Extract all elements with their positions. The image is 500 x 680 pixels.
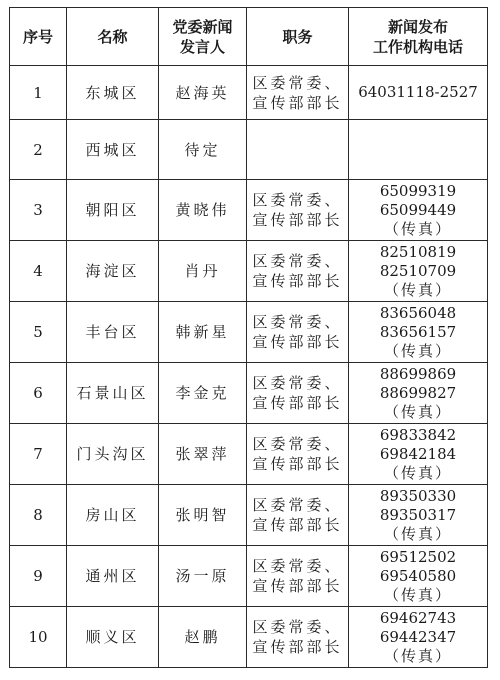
table-row	[10, 241, 488, 302]
row-phone-line2: 83656157	[379, 322, 457, 341]
row-title-line1: 区委常委、	[252, 618, 343, 636]
row-speaker: 待定	[159, 120, 247, 180]
row-phone-line1: 88699869	[379, 364, 457, 383]
row-speaker: 肖丹	[159, 241, 247, 302]
row-phone-line1: 69462743	[379, 608, 457, 627]
row-title-line1: 区委常委、	[252, 496, 343, 514]
row-title-line1: 区委常委、	[252, 252, 343, 270]
row-district: 房山区	[67, 485, 159, 546]
row-district: 通州区	[67, 546, 159, 607]
header-speaker-line2: 发言人	[179, 37, 225, 56]
row-title-line2: 宣传部部长	[252, 455, 343, 473]
row-index: 1	[10, 66, 67, 120]
row-title	[247, 66, 349, 120]
row-index: 6	[10, 363, 67, 424]
row-title-line1: 区委常委、	[252, 313, 343, 331]
row-index: 3	[10, 180, 67, 241]
header-phone	[349, 8, 488, 66]
row-phone-line1: 69833842	[379, 425, 457, 444]
row-phone-line2: 88699827	[379, 383, 457, 402]
table-row	[10, 66, 488, 120]
row-phone-line1: 82510819	[379, 242, 457, 261]
row-index: 8	[10, 485, 67, 546]
row-district: 丰台区	[67, 302, 159, 363]
row-district: 朝阳区	[67, 180, 159, 241]
row-fax-label: （传真）	[383, 585, 452, 604]
header-speaker-line1: 党委新闻	[172, 17, 233, 36]
row-phone-line2: 82510709	[379, 261, 457, 280]
row-speaker: 赵鹏	[159, 607, 247, 668]
row-title-line2: 宣传部部长	[252, 516, 343, 534]
row-fax-label: （传真）	[383, 463, 452, 482]
row-fax-label: （传真）	[383, 646, 452, 665]
table-row	[10, 363, 488, 424]
row-phone	[349, 485, 488, 546]
row-phone-line1: 89350330	[379, 486, 457, 505]
row-title-line1: 区委常委、	[252, 435, 343, 453]
header-phone-line1: 新闻发布	[387, 17, 448, 36]
row-phone-line1: 69512502	[379, 547, 457, 566]
row-phone-line2: 65099449	[379, 200, 457, 219]
row-district: 西城区	[67, 120, 159, 180]
row-phone-line2: 89350317	[379, 505, 457, 524]
row-phone-line2: 69842184	[379, 444, 457, 463]
row-title	[247, 302, 349, 363]
row-phone	[349, 66, 488, 120]
row-title	[247, 120, 349, 180]
row-title	[247, 546, 349, 607]
row-phone	[349, 302, 488, 363]
row-speaker: 张翠萍	[159, 424, 247, 485]
row-title-line1: 区委常委、	[252, 374, 343, 392]
row-index: 7	[10, 424, 67, 485]
table-row	[10, 424, 488, 485]
row-fax-label: （传真）	[383, 402, 452, 421]
row-speaker: 张明智	[159, 485, 247, 546]
row-title-line1: 区委常委、	[252, 191, 343, 209]
row-speaker: 韩新星	[159, 302, 247, 363]
table-row	[10, 485, 488, 546]
spokesperson-table	[9, 7, 488, 668]
header-speaker	[159, 8, 247, 66]
table-row	[10, 546, 488, 607]
header-district: 名称	[67, 8, 159, 66]
row-index: 2	[10, 120, 67, 180]
row-title	[247, 180, 349, 241]
header-index: 序号	[10, 8, 67, 66]
row-title-line2: 宣传部部长	[252, 211, 343, 229]
row-fax-label: （传真）	[383, 524, 452, 543]
row-title-line2: 宣传部部长	[252, 394, 343, 412]
row-phone	[349, 607, 488, 668]
row-index: 5	[10, 302, 67, 363]
row-phone-line2: 69442347	[379, 627, 457, 646]
header-phone-line2: 工作机构电话	[372, 37, 463, 56]
header-title: 职务	[247, 8, 349, 66]
row-index: 10	[10, 607, 67, 668]
row-phone-line2: 69540580	[379, 566, 457, 585]
row-speaker: 赵海英	[159, 66, 247, 120]
row-phone-line1: 83656048	[379, 303, 457, 322]
row-title	[247, 424, 349, 485]
row-phone	[349, 424, 488, 485]
row-district: 海淀区	[67, 241, 159, 302]
row-speaker: 汤一原	[159, 546, 247, 607]
row-title	[247, 485, 349, 546]
row-title	[247, 241, 349, 302]
row-fax-label: （传真）	[383, 280, 452, 299]
row-district: 门头沟区	[67, 424, 159, 485]
row-title-line2: 宣传部部长	[252, 333, 343, 351]
row-phone	[349, 180, 488, 241]
row-phone	[349, 546, 488, 607]
row-phone	[349, 363, 488, 424]
row-title-line2: 宣传部部长	[252, 577, 343, 595]
row-title-line2: 宣传部部长	[252, 272, 343, 290]
row-fax-label: （传真）	[383, 219, 452, 238]
table-row	[10, 120, 488, 180]
row-title-line2: 宣传部部长	[252, 638, 343, 656]
row-phone-line1: 64031118-2527	[358, 83, 478, 101]
table-row	[10, 607, 488, 668]
row-title	[247, 607, 349, 668]
row-district: 顺义区	[67, 607, 159, 668]
row-phone	[349, 120, 488, 180]
table-row	[10, 302, 488, 363]
row-title-line2: 宣传部部长	[252, 93, 343, 112]
row-district: 石景山区	[67, 363, 159, 424]
row-speaker: 李金克	[159, 363, 247, 424]
table-row	[10, 180, 488, 241]
row-index: 4	[10, 241, 67, 302]
row-index: 9	[10, 546, 67, 607]
row-title-line1: 区委常委、	[252, 557, 343, 575]
row-phone-line1: 65099319	[379, 181, 457, 200]
row-fax-label: （传真）	[383, 341, 452, 360]
row-speaker: 黄晓伟	[159, 180, 247, 241]
row-district: 东城区	[67, 66, 159, 120]
row-title	[247, 363, 349, 424]
row-title-line1: 区委常委、	[252, 73, 343, 92]
table-header-row	[10, 8, 488, 66]
row-phone	[349, 241, 488, 302]
